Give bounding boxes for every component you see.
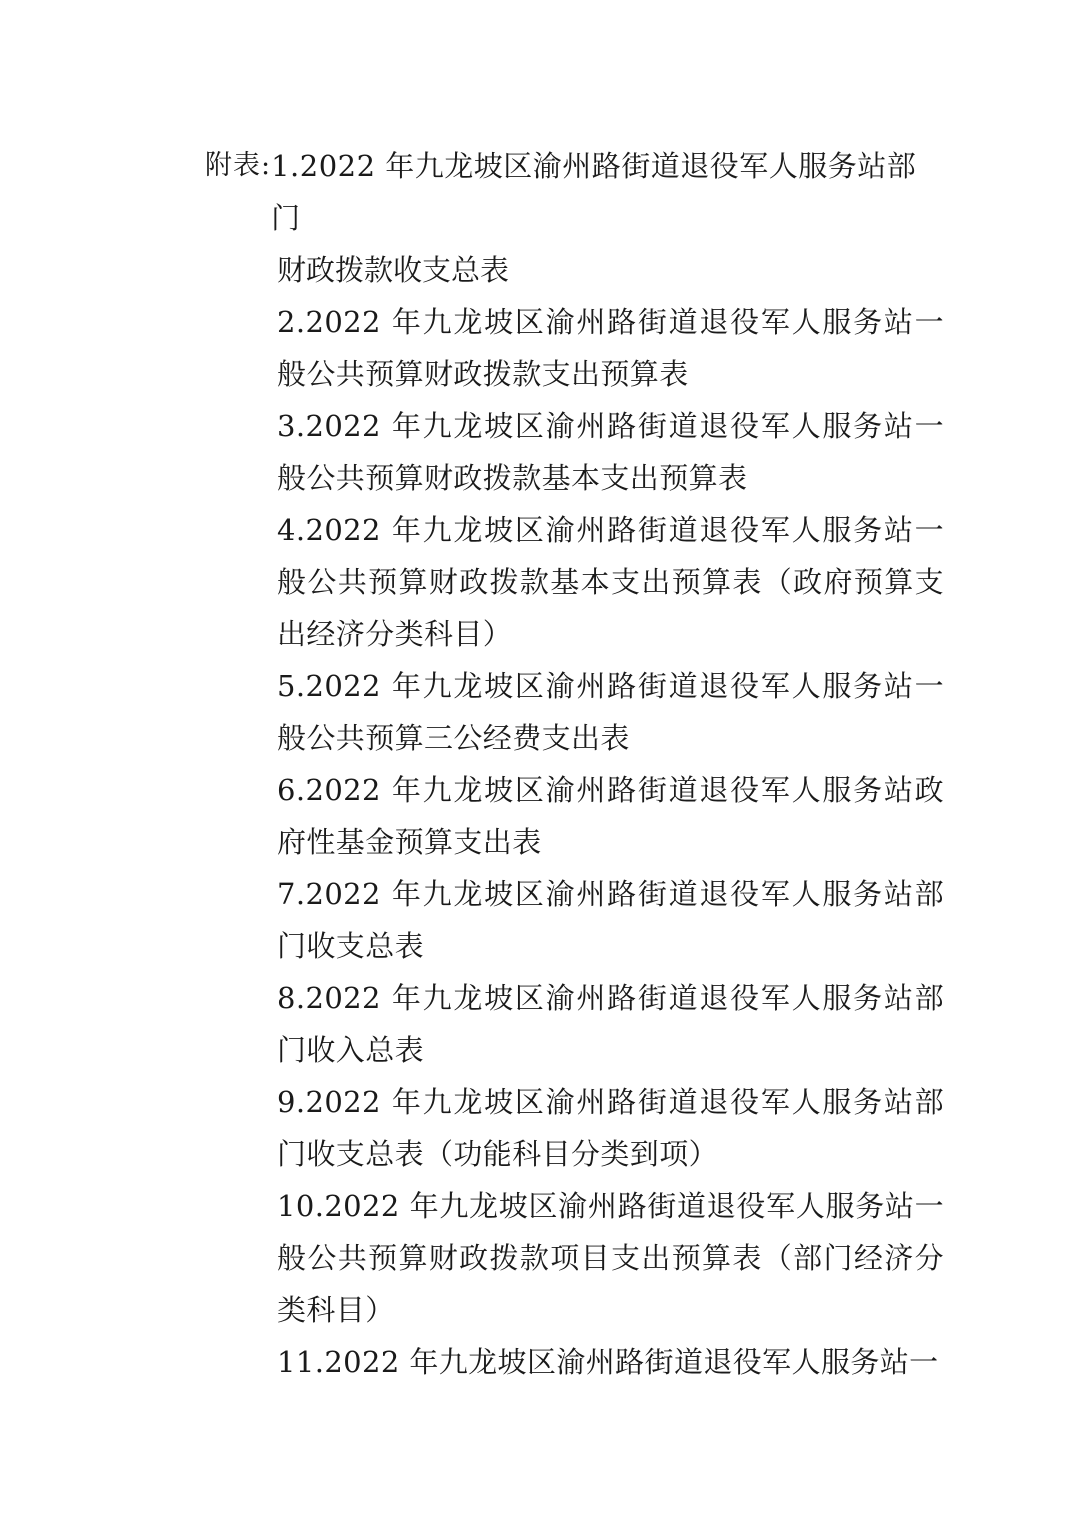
attachment-item-5: 5.2022 年九龙坡区渝州路街道退役军人服务站一般公共预算三公经费支出表 [277,669,944,755]
attachment-item-1-cont: 财政拨款收支总表 [277,253,510,287]
attachment-item-11: 11.2022 年九龙坡区渝州路街道退役军人服务站一 [277,1345,939,1379]
attachment-list [205,140,944,1388]
attachment-label: 附表: [205,150,272,181]
attachment-item-4: 4.2022 年九龙坡区渝州路街道退役军人服务站一般公共预算财政拨款基本支出预算表（政府预算支出经济分类科目） [277,513,944,651]
attachment-item-3: 3.2022 年九龙坡区渝州路街道退役军人服务站一般公共预算财政拨款基本支出预算表 [277,409,944,495]
attachment-item-2: 2.2022 年九龙坡区渝州路街道退役军人服务站一般公共预算财政拨款支出预算表 [277,305,944,391]
attachment-item-1: 1.2022 年九龙坡区渝州路街道退役军人服务站部门 [271,149,917,235]
attachment-item-6: 6.2022 年九龙坡区渝州路街道退役军人服务站政府性基金预算支出表 [277,773,944,859]
attachment-item-9: 9.2022 年九龙坡区渝州路街道退役军人服务站部门收支总表（功能科目分类到项） [277,1085,944,1171]
attachment-first-line [205,140,944,244]
attachment-item-7: 7.2022 年九龙坡区渝州路街道退役军人服务站部门收支总表 [277,877,944,963]
attachment-item-10: 10.2022 年九龙坡区渝州路街道退役军人服务站一般公共预算财政拨款项目支出预算表（部门经济分类科目） [277,1189,944,1327]
attachment-item-8: 8.2022 年九龙坡区渝州路街道退役军人服务站部门收入总表 [277,981,944,1067]
